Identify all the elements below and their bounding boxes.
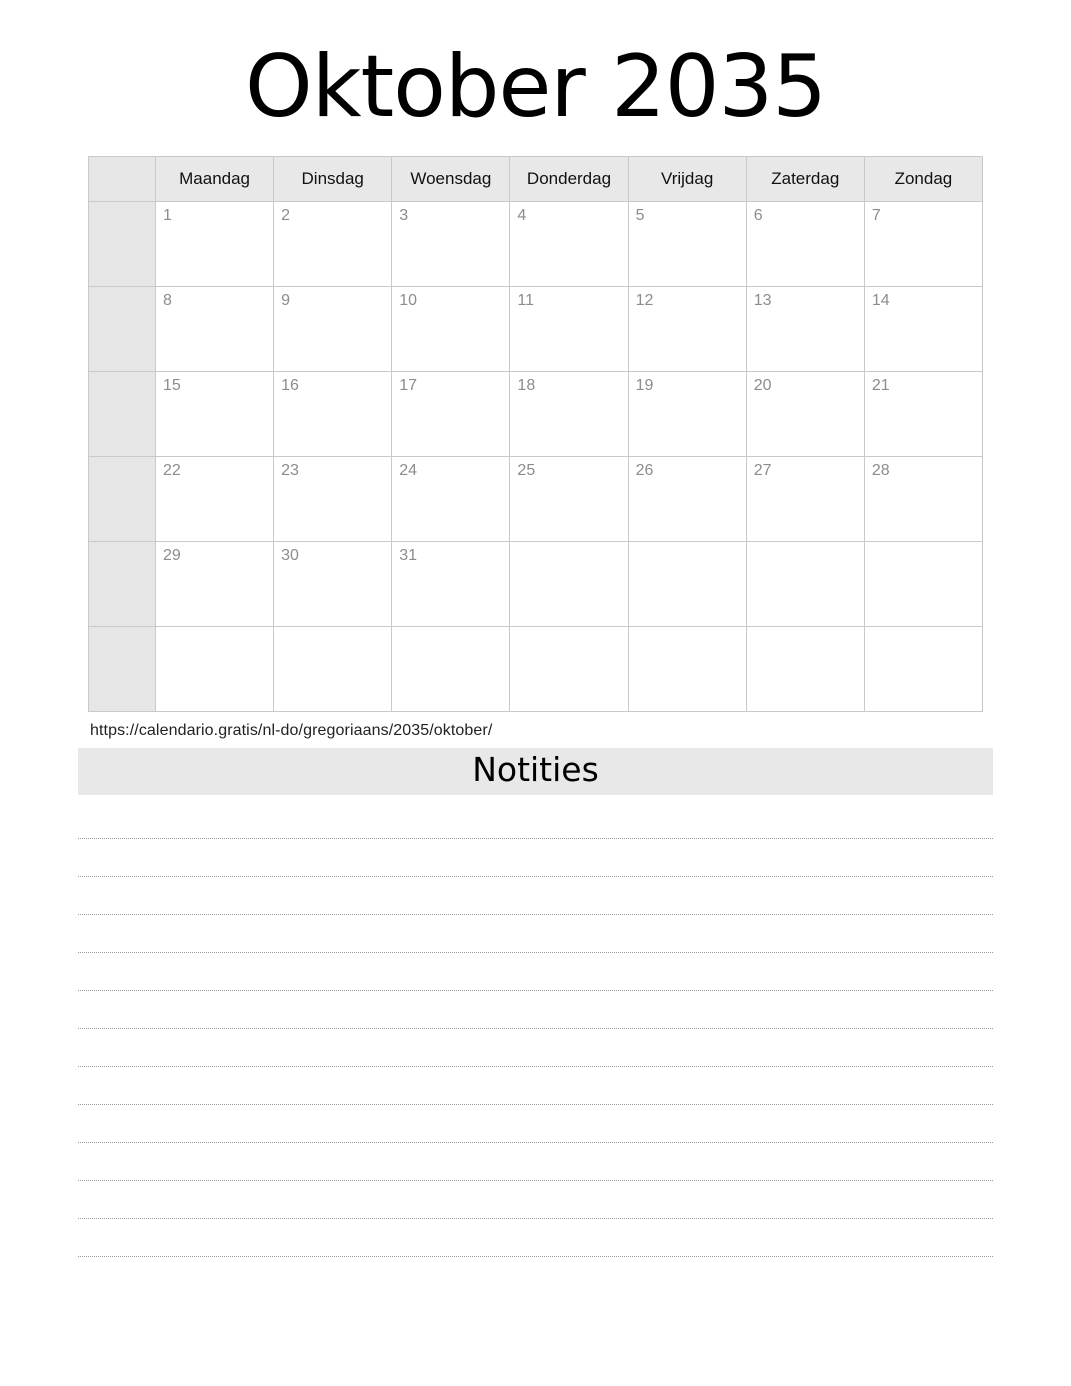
day-cell-empty <box>274 627 392 712</box>
day-cell-empty <box>864 542 982 627</box>
day-number <box>747 542 864 548</box>
calendar-week-row <box>89 287 983 372</box>
day-cell[interactable] <box>746 202 864 287</box>
day-number: 6 <box>753 207 763 224</box>
day-number: 21 <box>871 377 890 394</box>
calendar-table <box>88 156 983 712</box>
day-number: 31 <box>399 547 418 564</box>
weekday-header-sunday: Zondag <box>864 157 982 202</box>
day-number: 23 <box>281 462 299 479</box>
day-cell[interactable] <box>864 202 982 287</box>
note-line[interactable] <box>78 801 993 839</box>
calendar-week-row <box>89 542 983 627</box>
day-number <box>274 627 391 633</box>
day-number <box>629 542 746 548</box>
day-number: 11 <box>517 292 535 309</box>
day-number: 4 <box>517 207 527 224</box>
notes-header: Notities <box>78 748 993 795</box>
day-number: 5 <box>635 207 645 224</box>
day-number: 17 <box>399 377 418 394</box>
day-number: 15 <box>163 377 181 394</box>
day-number <box>629 627 746 633</box>
day-cell[interactable] <box>274 202 392 287</box>
day-cell[interactable] <box>510 202 628 287</box>
page-title: Oktober 2035 <box>245 37 826 137</box>
calendar-week-row <box>89 372 983 457</box>
day-cell[interactable] <box>156 202 274 287</box>
calendar-corner-cell <box>89 157 156 202</box>
note-line[interactable] <box>78 1029 993 1067</box>
day-number: 18 <box>517 377 536 394</box>
notes-lines[interactable] <box>78 795 993 1257</box>
day-cell[interactable] <box>746 457 864 542</box>
day-cell[interactable] <box>864 372 982 457</box>
day-cell[interactable] <box>274 542 392 627</box>
day-cell[interactable] <box>510 372 628 457</box>
day-number: 20 <box>753 377 772 394</box>
day-cell[interactable] <box>392 202 510 287</box>
calendar-week-row <box>89 457 983 542</box>
day-number: 12 <box>635 292 654 309</box>
day-number: 8 <box>163 292 172 309</box>
day-cell-empty <box>864 627 982 712</box>
day-cell-empty <box>746 627 864 712</box>
day-cell[interactable] <box>392 372 510 457</box>
day-cell[interactable] <box>392 457 510 542</box>
day-cell[interactable] <box>628 372 746 457</box>
day-cell[interactable] <box>510 457 628 542</box>
note-line[interactable] <box>78 877 993 915</box>
day-cell[interactable] <box>746 287 864 372</box>
day-cell-empty <box>746 542 864 627</box>
day-cell[interactable] <box>274 287 392 372</box>
day-number: 2 <box>281 207 291 224</box>
day-number: 25 <box>517 462 536 479</box>
day-number: 3 <box>399 207 409 224</box>
day-cell[interactable] <box>628 287 746 372</box>
calendar-header-row <box>89 157 983 202</box>
day-number <box>747 627 864 633</box>
day-number: 28 <box>871 462 890 479</box>
note-line[interactable] <box>78 1105 993 1143</box>
weekday-header-friday: Vrijdag <box>628 157 746 202</box>
weekday-header-tuesday: Dinsdag <box>274 157 392 202</box>
day-number: 14 <box>871 292 890 309</box>
day-number: 7 <box>871 207 881 224</box>
day-number: 26 <box>635 462 654 479</box>
day-cell[interactable] <box>628 202 746 287</box>
note-line[interactable] <box>78 1219 993 1257</box>
day-cell[interactable] <box>864 457 982 542</box>
day-cell[interactable] <box>628 457 746 542</box>
day-number: 22 <box>163 462 181 479</box>
weekday-header-thursday: Donderdag <box>510 157 628 202</box>
day-cell[interactable] <box>510 287 628 372</box>
day-number <box>865 542 982 548</box>
note-line[interactable] <box>78 915 993 953</box>
note-line[interactable] <box>78 991 993 1029</box>
day-cell-empty <box>628 542 746 627</box>
day-cell[interactable] <box>156 457 274 542</box>
day-cell-empty <box>392 627 510 712</box>
week-side-cell <box>89 372 156 457</box>
week-side-cell <box>89 542 156 627</box>
note-line[interactable] <box>78 1067 993 1105</box>
weekday-header-monday: Maandag <box>156 157 274 202</box>
day-number: 24 <box>399 462 418 479</box>
day-cell[interactable] <box>156 372 274 457</box>
note-line[interactable] <box>78 1143 993 1181</box>
day-cell-empty <box>510 542 628 627</box>
week-side-cell <box>89 627 156 712</box>
day-number: 29 <box>163 547 181 564</box>
day-number <box>392 627 509 633</box>
day-cell[interactable] <box>746 372 864 457</box>
day-cell[interactable] <box>156 287 274 372</box>
day-number: 30 <box>281 547 299 564</box>
day-cell-empty <box>156 627 274 712</box>
day-cell-empty <box>510 627 628 712</box>
week-side-cell <box>89 457 156 542</box>
day-number: 10 <box>399 292 418 309</box>
day-cell[interactable] <box>392 542 510 627</box>
day-number: 19 <box>635 377 654 394</box>
day-number: 16 <box>281 377 299 394</box>
note-line[interactable] <box>78 953 993 991</box>
day-number <box>510 542 627 548</box>
week-side-cell <box>89 287 156 372</box>
day-number: 1 <box>163 207 172 224</box>
weekday-header-saturday: Zaterdag <box>746 157 864 202</box>
day-number: 9 <box>281 292 291 309</box>
day-number: 13 <box>753 292 772 309</box>
week-side-cell <box>89 202 156 287</box>
day-cell[interactable] <box>864 287 982 372</box>
note-line[interactable] <box>78 839 993 877</box>
day-cell[interactable] <box>274 457 392 542</box>
day-cell[interactable] <box>392 287 510 372</box>
day-cell-empty <box>628 627 746 712</box>
calendar-week-row <box>89 627 983 712</box>
note-line[interactable] <box>78 1181 993 1219</box>
source-url[interactable]: https://calendario.gratis/nl-do/gregoriaans/2035/oktober/ <box>90 722 493 739</box>
day-number <box>510 627 627 633</box>
weekday-header-wednesday: Woensdag <box>392 157 510 202</box>
calendar-container <box>88 156 983 712</box>
calendar-week-row <box>89 202 983 287</box>
day-number <box>156 627 273 633</box>
day-number <box>865 627 982 633</box>
day-number: 27 <box>753 462 772 479</box>
day-cell[interactable] <box>274 372 392 457</box>
notes-section <box>78 748 993 1257</box>
day-cell[interactable] <box>156 542 274 627</box>
